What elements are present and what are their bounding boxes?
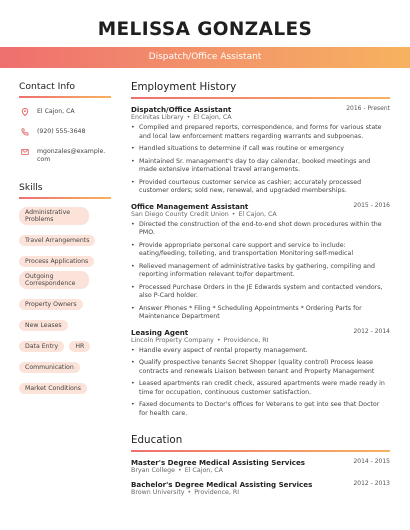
contact-divider [19, 96, 111, 98]
skills-heading: Skills [19, 182, 43, 193]
left-column [19, 81, 111, 396]
job-bullet: • Provided courteous customer service as cashier; accurately processed customer orders; sold new, renewal, and upgraded memberships. [131, 179, 390, 196]
job-title: Office Management Assistant [131, 201, 249, 211]
skill-tag: New Leases [19, 320, 68, 331]
contact-location [19, 108, 111, 116]
education-location: Providence, RI [194, 489, 240, 496]
education-dates: 2012 - 2013 [353, 480, 390, 487]
job-employer: San Diego County Credit Union [131, 210, 229, 218]
job-bullet: • Maintained Sr. management's day to day calendar, booked meetings and made extensive international travel arrangements. [131, 158, 390, 175]
job-bullet: • Processed Purchase Orders in the JE Edwards system and contacted vendors, also P-Card holder. [131, 284, 390, 301]
skill-tag: Outgoing Correspondence [19, 271, 89, 289]
job-dates: 2012 - 2014 [353, 327, 390, 335]
contact-phone [19, 128, 111, 136]
email-text-line2: com [37, 156, 51, 163]
job-bullet: • Handle every aspect of rental property management. [131, 347, 390, 356]
education-location: El Cajon, CA [184, 467, 223, 474]
skill-tag: Property Owners [19, 299, 83, 310]
contact-heading: Contact Info [19, 81, 76, 92]
skills-list [19, 205, 111, 396]
job-bullets [131, 347, 390, 419]
job-bullets [131, 221, 390, 322]
job-entry [131, 328, 390, 419]
education-school-line: Bryan College • El Cajon, CA [131, 467, 223, 474]
job-bullet: • Compiled and prepared reports, correspondence, and forms for various state and local law enforcement matters regarding warrants and subpoenas. [131, 124, 390, 141]
education-school-line: Brown University • Providence, RI [131, 489, 240, 496]
job-employer-line: San Diego County Credit Union • El Cajon, CA [131, 210, 277, 218]
job-location: El Cajon, CA [193, 114, 232, 121]
job-employer: Encinitas Library [131, 114, 184, 121]
education-heading-text: Education [131, 434, 183, 446]
job-bullet: • Qualify prospective tenants Secret Shopper (quality control) Process lease contracts and renewals Liaison between tenant and Property Management [131, 359, 390, 376]
job-title-banner [0, 47, 410, 68]
job-bullet: • Faxed documents to Doctor's offices for Veterans to get into see that Doctor for health care. [131, 401, 390, 418]
location-text: El Cajon, CA [37, 108, 75, 115]
job-employer-line: Encinitas Library • El Cajon, CA [131, 114, 232, 121]
job-title-text: Dispatch/Office Assistant [148, 52, 262, 62]
job-bullet: • Relieved management of administrative tasks by gathering, compiling and reporting information relevant to/for department. [131, 263, 390, 280]
skill-tag: Process Applications [19, 256, 94, 267]
job-bullet: • Answer Phones * Filing * Scheduling Appointments * Ordering Parts for Maintenance Department [131, 305, 390, 322]
education-school: Brown University [131, 489, 185, 496]
skill-tag: Data Entry [19, 341, 64, 352]
education-school: Bryan College [131, 467, 175, 474]
job-bullets [131, 124, 390, 196]
job-bullet: • Provide appropriate personal care support and service to include: eating/feeding, toileting, and transportation Monitoring self-medical [131, 242, 390, 259]
phone-icon [21, 128, 29, 136]
job-entry [131, 105, 390, 196]
skill-tag: Travel Arrangements [19, 235, 95, 246]
employment-heading: Employment History [131, 81, 237, 93]
location-pin-icon [21, 108, 29, 116]
job-bullet: • Directed the construction of the end-to-end shot down procedures within the PMO. [131, 221, 390, 238]
email-text-line1: mgonzales@example. [37, 148, 106, 155]
job-title: Dispatch/Office Assistant [131, 105, 232, 114]
job-employer: Lincoln Property Company [131, 336, 214, 344]
education-entry [131, 458, 390, 474]
education-degree: Bachelor's Degree Medical Assisting Services [131, 480, 313, 489]
job-employer-line: Lincoln Property Company • Providence, RI [131, 336, 269, 344]
right-column [131, 81, 390, 496]
employment-divider [131, 97, 390, 99]
skill-tag: HR [69, 341, 90, 352]
job-bullet: • Handled situations to determine if call was routine or emergency [131, 145, 390, 154]
mail-icon [21, 148, 29, 156]
job-location: Providence, RI [223, 336, 269, 344]
skill-tag: Market Conditions [19, 383, 87, 394]
education-entry [131, 480, 390, 496]
candidate-name: MELISSA GONZALES [97, 19, 313, 40]
job-dates: 2015 - 2016 [353, 201, 390, 209]
job-entry [131, 202, 390, 322]
job-location: El Cajon, CA [238, 210, 277, 218]
job-title: Leasing Agent [131, 327, 189, 337]
skills-divider [19, 197, 111, 199]
job-dates: 2016 - Present [346, 105, 390, 112]
skill-tag: Communication [19, 362, 80, 373]
education-degree: Master's Degree Medical Assisting Services [131, 458, 305, 467]
job-bullet: • Leased apartments ran credit check, assured apartments were made ready in time for occupation, continuous customer satisfaction. [131, 380, 390, 397]
education-heading [131, 434, 390, 450]
education-divider [131, 450, 390, 452]
education-dates: 2014 - 2015 [353, 458, 390, 465]
contact-email[interactable] [19, 148, 111, 164]
skill-tag: Administrative Problems [19, 207, 89, 225]
phone-text: (920) 555-3648 [37, 128, 86, 135]
